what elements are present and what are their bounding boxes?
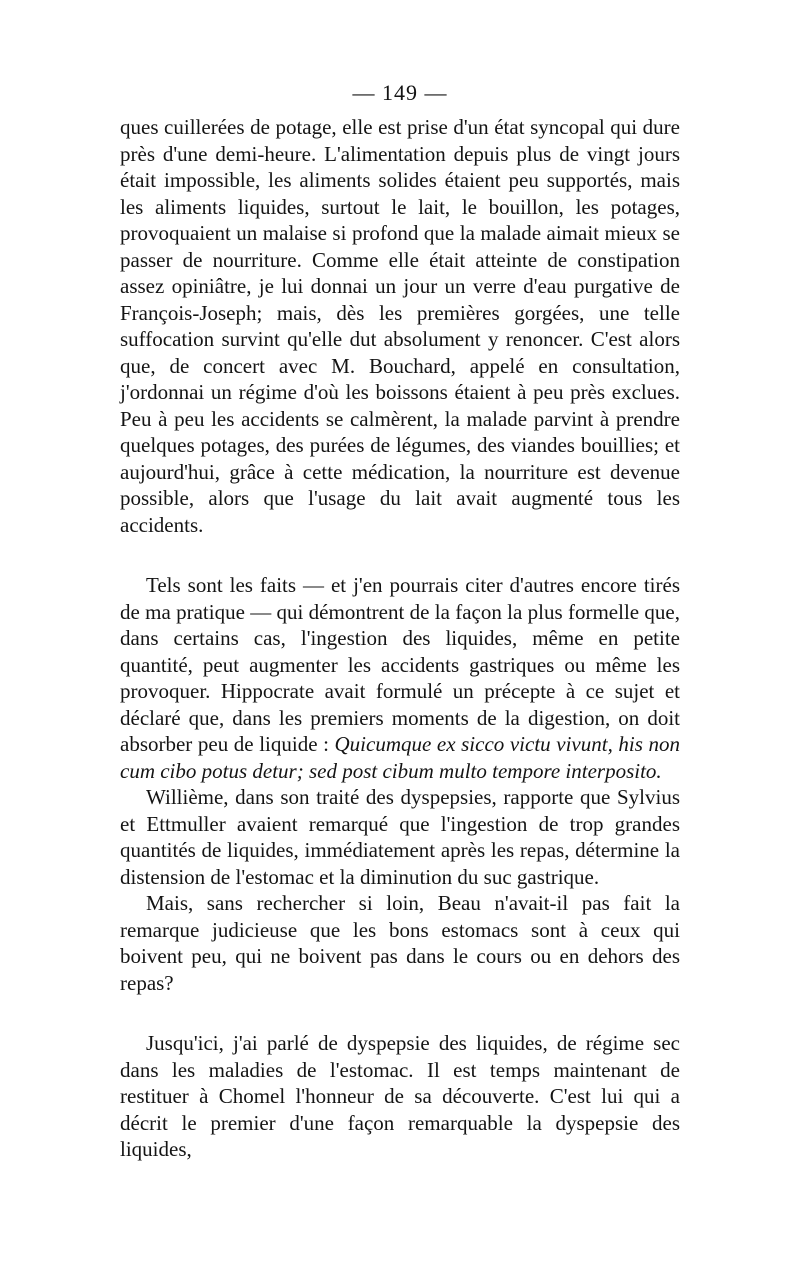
- paragraph-hippocrates-text: Tels sont les faits — et j'en pourrais citer d'autres encore tirés de ma pratique — qui démontrent de la façon la plus formelle que, dans certains cas, l'ingestion des liquides, même en petite quantité, peut augmenter les accidents gastriques ou même les provoquer. Hippocrate avait formulé un précepte à ce sujet et déclaré que, dans les premiers moments de la digestion, on doit absorber peu de liquide :: [120, 573, 680, 756]
- page-number: — 149 —: [352, 80, 448, 105]
- paragraph-willieme: Willième, dans son traité des dyspepsies, rapporte que Sylvius et Ettmuller avaient remarqué que l'ingestion de trop grandes quantités de liquides, immédiatement après les repas, détermine la distension de l'estomac et la diminution du suc gastrique.: [120, 785, 680, 889]
- latin-quotation: Quicumque ex sicco victu vivunt, his non cum cibo potus detur; sed post cibum multo tempore interposito.: [120, 732, 680, 783]
- paragraph-hippocrates: [120, 572, 680, 784]
- paragraph-beau: Mais, sans rechercher si loin, Beau n'avait-il pas fait la remarque judicieuse que les bons estomacs sont à ceux qui boivent peu, qui ne boivent pas dans le cours ou en dehors des repas?: [120, 891, 680, 995]
- paragraph-case-description: ques cuillerées de potage, elle est prise d'un état syncopal qui dure près d'une demi-heure. L'alimentation depuis plus de vingt jours était impossible, les aliments solides étaient peu supportés, mais les aliments liquides, surtout le lait, le bouillon, les potages, provoquaient un malaise si profond que la malade aimait mieux se passer de nourriture. Comme elle était atteinte de constipation assez opiniâtre, je lui donnai un jour un verre d'eau purgative de François-Joseph; mais, dès les premières gorgées, une telle suffocation survint qu'elle dut absolument y renoncer. C'est alors que, de concert avec M. Bouchard, appelé en consultation, j'ordonnai un régime d'où les boissons étaient à peu près exclues. Peu à peu les accidents se calmèrent, la malade parvint à prendre quelques potages, des purées de légumes, des viandes bouillies; et aujourd'hui, grâce à cette médication, la nourriture est devenue possible, alors que l'usage du lait avait augmenté tous les accidents.: [120, 115, 680, 537]
- paragraph-chomel: Jusqu'ici, j'ai parlé de dyspepsie des liquides, de régime sec dans les maladies de l'estomac. Il est temps maintenant de restituer à Chomel l'honneur de sa découverte. C'est lui qui a décrit le premier d'une façon remarquable la dyspepsie des liquides,: [120, 1031, 680, 1161]
- body-text: [120, 114, 680, 1163]
